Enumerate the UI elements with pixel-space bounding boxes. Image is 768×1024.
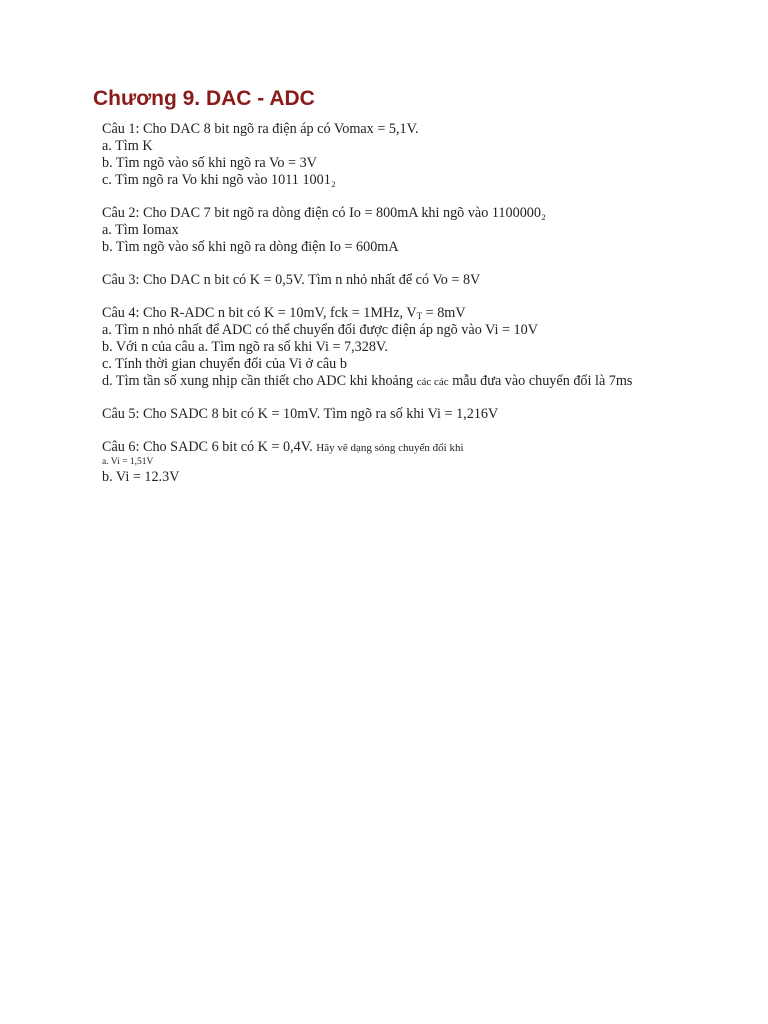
q1-part-a: a. Tìm K [102, 138, 153, 154]
spacer [102, 423, 742, 439]
q4-part-b: b. Với n của câu a. Tìm ngõ ra số khi Vi = 7,328V. [102, 339, 388, 355]
q6-stem-small: Hãy vẽ dạng sóng chuyển đổi khi [316, 442, 464, 454]
spacer [102, 289, 742, 305]
q6-part-b: b. Vi = 12.3V [102, 469, 180, 485]
q4-part-c: c. Tính thời gian chuyển đổi của Vi ở câu b [102, 356, 347, 372]
q2-part-a: a. Tìm Iomax [102, 222, 179, 238]
spacer [102, 256, 742, 272]
q6-stem [102, 439, 742, 456]
q1-part-c: c. Tìm ngõ ra Vo khi ngõ vào 1011 1001₂ [102, 172, 336, 188]
exercise-list [102, 121, 742, 486]
q4-part-d-small: các các [416, 376, 449, 388]
q4-part-d [102, 373, 742, 390]
spacer [102, 390, 742, 406]
q4-part-a: a. Tìm n nhỏ nhất để ADC có thể chuyển đổi được điện áp ngõ vào Vi = 10V [102, 322, 538, 338]
q4-stem-tail: = 8mV [422, 305, 466, 321]
q2-stem: Câu 2: Cho DAC 7 bit ngõ ra dòng điện có Io = 800mA khi ngõ vào 1100000₂ [102, 205, 546, 221]
q3-stem: Câu 3: Cho DAC n bit có K = 0,5V. Tìm n nhỏ nhất để có Vo = 8V [102, 272, 481, 288]
q5-stem: Câu 5: Cho SADC 8 bit có K = 10mV. Tìm ngõ ra số khi Vi = 1,216V [102, 406, 499, 422]
q1-stem: Câu 1: Cho DAC 8 bit ngõ ra điện áp có Vomax = 5,1V. [102, 121, 419, 137]
q4-part-d-tail: mẫu đưa vào chuyển đổi là 7ms [448, 373, 633, 389]
q2-part-b: b. Tìm ngõ vào số khi ngõ ra dòng điện Io = 600mA [102, 239, 399, 255]
spacer [102, 189, 742, 205]
q4-part-d-text: d. Tìm tần số xung nhịp cần thiết cho ADC khi khoảng [102, 373, 417, 389]
q1-part-b: b. Tìm ngõ vào số khi ngõ ra Vo = 3V [102, 155, 317, 171]
q6-part-a: a. Vi = 1,51V [102, 457, 154, 467]
q4-stem [102, 305, 742, 322]
q4-vt-subscript: T [416, 311, 423, 321]
q4-stem-text: Câu 4: Cho R-ADC n bit có K = 10mV, fck = 1MHz, V [102, 305, 417, 321]
chapter-title: Chương 9. DAC - ADC [93, 87, 315, 110]
q6-stem-text: Câu 6: Cho SADC 6 bit có K = 0,4V. [102, 439, 317, 455]
